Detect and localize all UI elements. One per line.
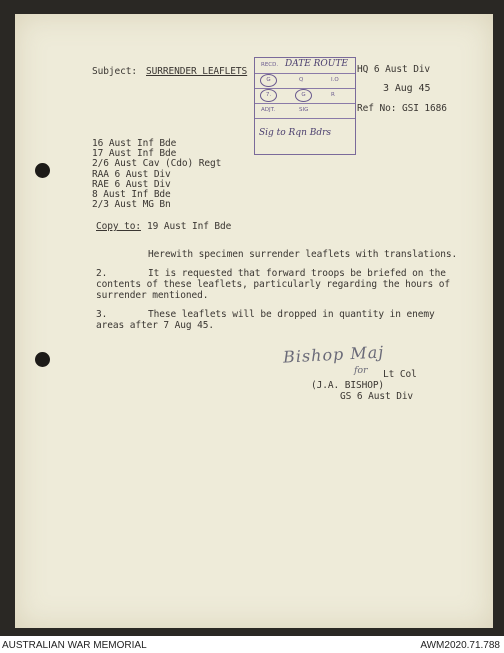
distribution-item: 2/3 Aust MG Bn (92, 199, 171, 210)
distribution-item: 17 Aust Inf Bde (92, 148, 177, 159)
stamp-handwritten-note: Sig to Rqn Bdrs (259, 128, 332, 138)
paragraph-3-number: 3. (96, 309, 108, 320)
paragraph-2-line: contents of these leaflets, particularly regarding the hours of (96, 279, 451, 290)
copy-to-label: Copy to: (96, 221, 141, 232)
ref-line: Ref No: GSI 1686 (357, 103, 447, 114)
signature-title: GS 6 Aust Div (340, 391, 414, 402)
received-stamp (254, 57, 356, 155)
signature-rank: Lt Col (383, 369, 417, 380)
paragraph-2-number: 2. (96, 268, 108, 279)
subject-label: Subject: (92, 66, 137, 77)
paragraph-2-line: It is requested that forward troops be briefed on the (148, 268, 446, 279)
stamp-cell-r: R (331, 92, 335, 98)
handwritten-signature: Bishop Maj (282, 342, 385, 367)
copy-to-value: 19 Aust Inf Bde (147, 221, 232, 232)
distribution-item: 16 Aust Inf Bde (92, 138, 177, 149)
stamp-cell-g2: G (295, 89, 312, 102)
stamp-recd-handwriting: DATE ROUTE (285, 59, 348, 69)
stamp-cell-g: G (260, 74, 277, 87)
date-line: 3 Aug 45 (383, 83, 431, 94)
subject-value: SURRENDER LEAFLETS (146, 66, 248, 77)
distribution-item: 2/6 Aust Cav (Cdo) Regt (92, 158, 222, 169)
stamp-recd-label: RECD. (261, 62, 279, 68)
signature-name: (J.A. BISHOP) (311, 380, 385, 391)
punch-hole-bottom (35, 352, 50, 367)
stamp-cell-io: I.O (331, 77, 339, 83)
footer-archive-name: AUSTRALIAN WAR MEMORIAL (2, 640, 147, 651)
paragraph-1: Herewith specimen surrender leaflets with translations. (148, 249, 458, 260)
hq-line: HQ 6 Aust Div (357, 64, 431, 75)
footer-accession-number: AWM2020.71.788 (420, 640, 500, 651)
paragraph-3-line: areas after 7 Aug 45. (96, 320, 215, 331)
stamp-cell-sig: SIG (299, 107, 309, 113)
distribution-item: RAA 6 Aust Div (92, 169, 171, 180)
paragraph-3-line: These leaflets will be dropped in quantity in enemy (148, 309, 435, 320)
signature-for: for (354, 365, 368, 376)
stamp-cell-q: Q (299, 77, 304, 83)
punch-hole-top (35, 163, 50, 178)
paragraph-2-line: surrender mentioned. (96, 290, 209, 301)
stamp-cell-adjt: ADJT. (261, 107, 276, 113)
distribution-item: 8 Aust Inf Bde (92, 189, 171, 200)
distribution-item: RAE 6 Aust Div (92, 179, 171, 190)
stamp-cell-7: 7. (260, 89, 277, 102)
